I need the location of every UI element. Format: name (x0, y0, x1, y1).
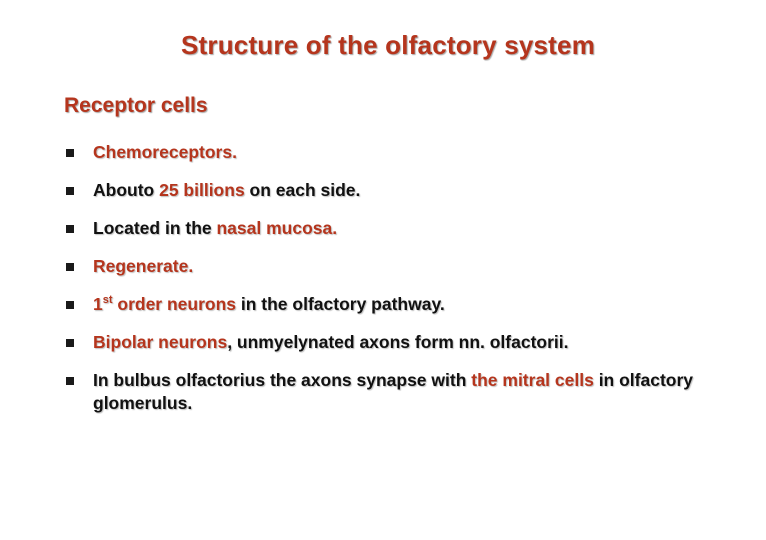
item-text (93, 180, 360, 200)
list-item (64, 369, 744, 415)
item-text (93, 294, 445, 314)
text-segment: , unmyelynated axons form nn. olfactorii. (227, 332, 569, 352)
square-bullet-icon (66, 301, 74, 309)
list-item (64, 293, 744, 316)
ordinal-superscript: st (102, 294, 113, 307)
square-bullet-icon (66, 187, 74, 195)
text-segment: Chemoreceptors. (93, 142, 237, 162)
item-text (93, 218, 337, 238)
slide-subtitle: Receptor cells (64, 94, 208, 117)
square-bullet-icon (66, 263, 74, 271)
text-segment: in olfactory glomerulus. (93, 370, 694, 413)
text-segment-highlight: Bipolar neurons (93, 332, 228, 352)
text-segment-highlight: 1 (93, 294, 103, 314)
bullet-list (64, 141, 744, 415)
list-item (64, 255, 744, 278)
square-bullet-icon (66, 339, 74, 347)
text-segment: Abouto (93, 180, 160, 200)
text-segment: In bulbus olfactorius the axons synapse with (93, 370, 472, 390)
list-item (64, 179, 744, 202)
square-bullet-icon (66, 225, 74, 233)
item-text (93, 370, 693, 413)
text-segment-highlight: the mitral cells (471, 370, 594, 390)
slide-title: Structure of the olfactory system (180, 30, 596, 60)
item-text (93, 256, 193, 276)
text-segment: Located in the (93, 218, 217, 238)
square-bullet-icon (66, 149, 74, 157)
text-segment-highlight: nasal mucosa. (216, 218, 338, 238)
text-segment: in the olfactory pathway. (236, 294, 445, 314)
list-item (64, 217, 744, 240)
item-text (93, 332, 569, 352)
text-segment: on each side. (244, 180, 361, 200)
text-segment-highlight: Regenerate. (93, 256, 194, 276)
item-text (93, 142, 237, 162)
text-segment-highlight: 25 billions (159, 180, 245, 200)
square-bullet-icon (66, 377, 74, 385)
list-item (64, 141, 744, 164)
text-segment-highlight: order neurons (112, 294, 237, 314)
list-item (64, 331, 744, 354)
